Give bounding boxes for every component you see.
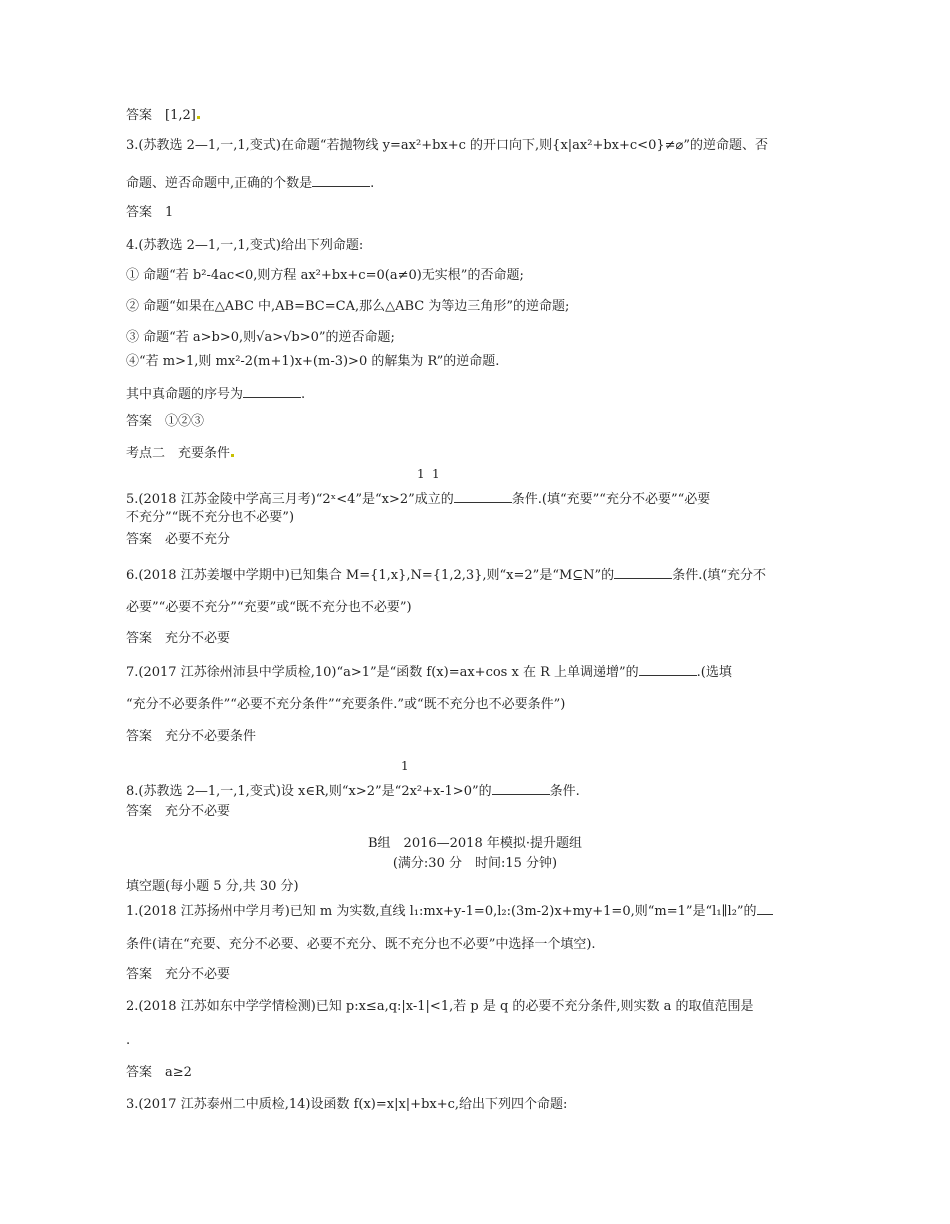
question-b1-line-1: 1.(2018 江苏扬州中学月考)已知 m 为实数,直线 l₁:mx+y-1=0,l₂:(3m-2)x+my+1=0,则“m=1”是“l₁∥l₂”的	[126, 902, 773, 920]
fill-blank	[312, 174, 370, 187]
answer-line: 答案 充分不必要	[126, 631, 231, 646]
answer-line: 答案 a≥2	[126, 1065, 192, 1080]
fill-blank	[757, 902, 773, 915]
answer-line: 答案 充分不必要条件	[126, 729, 257, 744]
answer-line: 答案 ①②③	[126, 414, 205, 429]
question-b2-line-2: .	[126, 1033, 131, 1048]
answer-line: 答案 充分不必要	[126, 967, 231, 982]
question-5-line-1: 5.(2018 江苏金陵中学高三月考)“2ˣ<4”是“x>2”成立的 条件.(填“充要”“充分不必要”“必要	[126, 492, 711, 507]
question-b1-line-2: 条件(请在“充要、充分不必要、必要不充分、既不充分也不必要”中选择一个填空).	[126, 937, 596, 952]
question-8-line: 8.(苏教选 2—1,一,1,变式)设 x∈R,则“x>2”是“2x²+x-1>0”的 条件.	[126, 784, 580, 799]
section-heading: 填空题(每小题 5 分,共 30 分)	[126, 879, 299, 894]
question-3-line-2: 命题、逆否命题中,正确的个数是 .	[126, 176, 375, 191]
fill-blank	[492, 782, 550, 795]
answer-line: 答案 1	[126, 205, 174, 220]
fraction-numerator: 1	[417, 467, 425, 481]
fraction-numerator: 1	[401, 759, 409, 773]
proposition-3: ③ 命题“若 a>b>0,则√a>√b>0”的逆否命题;	[126, 330, 395, 345]
answer-line: 答案 [1,2]	[126, 108, 200, 124]
question-5-line-2: 不充分”“既不充分也不必要”)	[126, 510, 295, 525]
question-6-line-2: 必要”“必要不充分”“充要”或“既不充分也不必要”)	[126, 600, 412, 615]
group-title: B组 2016—2018 年模拟·提升题组	[368, 836, 582, 851]
section-heading: 考点二 充要条件	[126, 446, 234, 462]
fill-blank	[454, 490, 512, 503]
group-subtitle: (满分:30 分 时间:15 分钟)	[392, 856, 558, 871]
question-7-line-1: 7.(2017 江苏徐州沛县中学质检,10)“a>1”是“函数 f(x)=ax+cos x 在 R 上单调递增”的 .(选填	[126, 665, 732, 680]
fill-blank	[639, 663, 697, 676]
proposition-2: ② 命题“如果在△ABC 中,AB=BC=CA,那么△ABC 为等边三角形”的逆命题;	[126, 299, 570, 314]
answer-line: 答案 必要不充分	[126, 532, 231, 547]
question-b2-line-1: 2.(2018 江苏如东中学学情检测)已知 p:x≤a,q:|x-1|<1,若 p 是 q 的必要不充分条件,则实数 a 的取值范围是	[126, 999, 754, 1014]
question-b3-line: 3.(2017 江苏泰州二中质检,14)设函数 f(x)=x|x|+bx+c,给出下列四个命题:	[126, 1097, 568, 1112]
question-4-ask: 其中真命题的序号为 .	[126, 387, 306, 402]
edit-mark	[231, 454, 234, 457]
answer-line: 答案 充分不必要	[126, 804, 231, 819]
question-3-line-1: 3.(苏教选 2—1,一,1,变式)在命题“若抛物线 y=ax²+bx+c 的开口向下,则{x|ax²+bx+c<0}≠⌀”的逆命题、否	[126, 138, 768, 153]
fill-blank	[243, 385, 301, 398]
question-6-line-1: 6.(2018 江苏姜堰中学期中)已知集合 M={1,x},N={1,2,3},则“x=2”是“M⊆N”的 条件.(填“充分不	[126, 568, 767, 583]
question-4-intro: 4.(苏教选 2—1,一,1,变式)给出下列命题:	[126, 238, 364, 253]
fraction-numerator: 1	[432, 467, 440, 481]
proposition-4: ④“若 m>1,则 mx²-2(m+1)x+(m-3)>0 的解集为 R”的逆命题.	[126, 354, 500, 369]
edit-mark	[197, 116, 200, 119]
fill-blank	[614, 566, 672, 579]
proposition-1: ① 命题“若 b²-4ac<0,则方程 ax²+bx+c=0(a≠0)无实根”的否命题;	[126, 268, 524, 283]
question-7-line-2: “充分不必要条件”“必要不充分条件”“充要条件.”或“既不充分也不必要条件”)	[126, 697, 566, 712]
